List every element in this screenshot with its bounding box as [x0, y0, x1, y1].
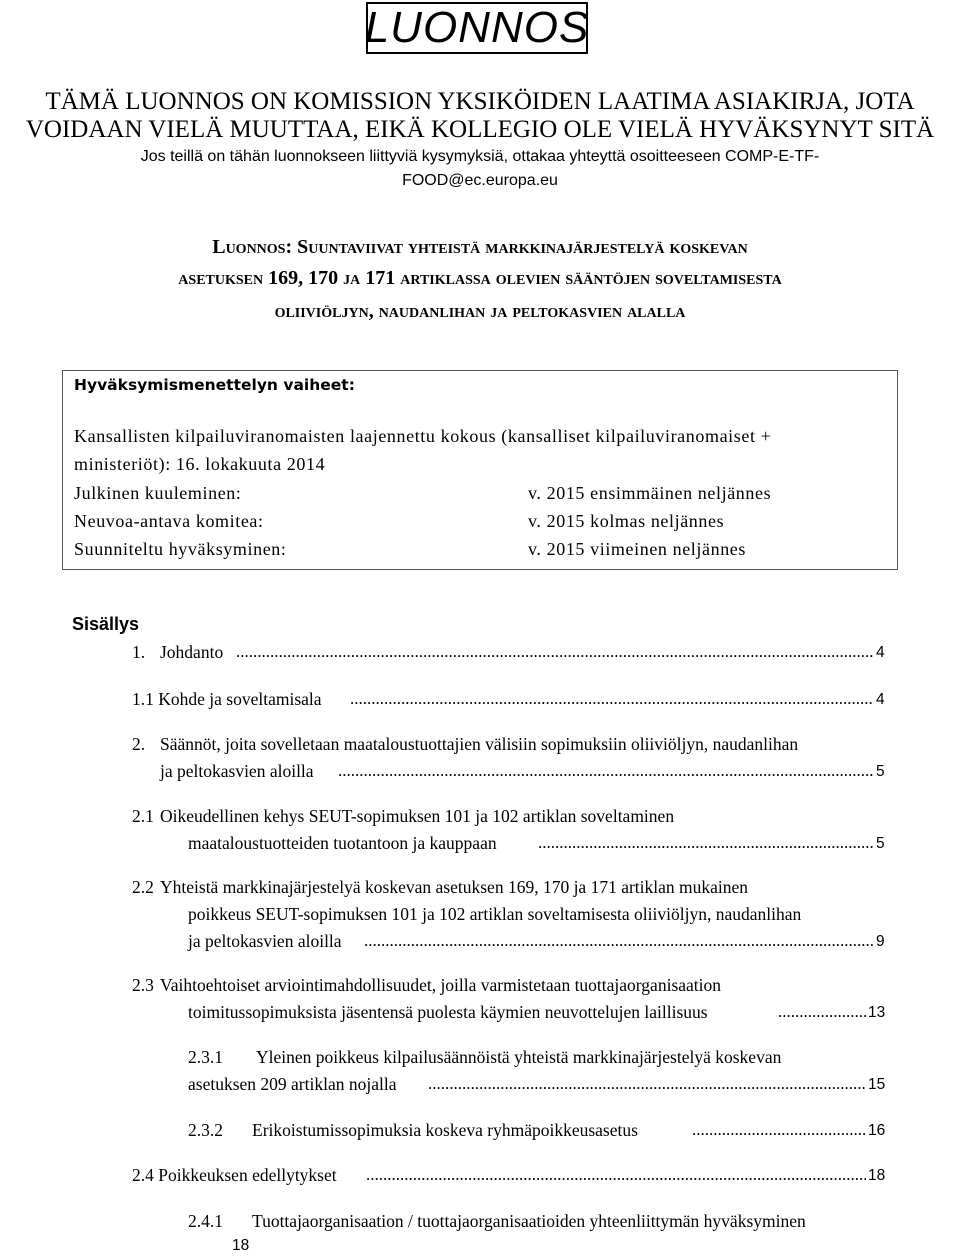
warning-line-1: TÄMÄ LUONNOS ON KOMISSION YKSIKÖIDEN LAATIMA ASIAKIRJA, JOTA — [45, 88, 915, 115]
procedure-heading: Hyväksymismenettelyn vaiheet: — [74, 376, 355, 394]
procedure-row-label: Julkinen kuuleminen: — [74, 483, 242, 503]
toc-entry-number: 2.3 — [132, 975, 154, 995]
toc-page-number: 5 — [876, 763, 885, 780]
toc-entry-number: 1. — [132, 642, 146, 662]
toc-entry-specialisation[interactable]: Erikoistumissopimuksia koskeva ryhmäpoikkeusasetus — [252, 1120, 638, 1140]
procedure-row-value: v. 2015 kolmas neljännes — [528, 511, 725, 531]
contact-line-2: FOOD@ec.europa.eu — [402, 172, 558, 189]
toc-page-number: 15 — [868, 1076, 886, 1093]
procedure-row-value: v. 2015 viimeinen neljännes — [528, 539, 746, 559]
document-title-line-3: oliiviöljyn, naudanlihan ja peltokasvien alalla — [274, 300, 686, 322]
toc-leader — [236, 642, 874, 662]
toc-page-number: 18 — [232, 1237, 250, 1254]
toc-entry-general-exemption[interactable]: Yleinen poikkeus kilpailusäännöistä yhteistä markkinajärjestelyä koskevan — [256, 1047, 782, 1067]
draft-stamp: LUONNOS — [364, 3, 590, 52]
toc-entry-alternatives-cont[interactable]: toimitussopimuksista jäsentensä puolesta käymien neuvottelujen laillisuus — [188, 1002, 708, 1022]
toc-entry-rules[interactable]: Säännöt, joita sovelletaan maataloustuottajien välisiin sopimuksiin oliiviöljyn, naudanlihan — [160, 734, 799, 754]
toc-leader — [366, 1165, 866, 1185]
toc-leader — [692, 1120, 866, 1140]
toc-entry-legal-framework-cont[interactable]: maataloustuotteiden tuotantoon ja kauppaan — [188, 833, 497, 853]
toc-page-number: 16 — [868, 1122, 886, 1139]
document-title-line-1: Luonnos: Suuntaviivat yhteistä markkinajärjestelyä koskevan — [212, 236, 748, 258]
procedure-row-value: v. 2015 ensimmäinen neljännes — [528, 483, 772, 503]
toc-entry-exemption-cont[interactable]: poikkeus SEUT-sopimuksen 101 ja 102 artiklan soveltamisesta oliiviöljyn, naudanlihan — [188, 904, 802, 924]
toc-entry-alternatives[interactable]: Vaihtoehtoiset arviointimahdollisuudet, joilla varmistetaan tuottajaorganisaation — [160, 975, 722, 995]
toc-page-number: 4 — [876, 691, 885, 708]
toc-entry-conditions[interactable]: 2.4 Poikkeuksen edellytykset — [132, 1165, 337, 1185]
toc-entry-exemption-cont[interactable]: ja peltokasvien aloilla — [188, 931, 342, 951]
toc-entry-number: 2.4.1 — [188, 1211, 223, 1231]
toc-page-number: 18 — [868, 1167, 886, 1184]
toc-entry-rules-cont[interactable]: ja peltokasvien aloilla — [160, 761, 314, 781]
toc-entry-intro[interactable]: Johdanto — [160, 642, 224, 662]
toc-page-number: 9 — [876, 933, 885, 950]
document-title-line-2: asetuksen 169, 170 ja 171 artiklassa olevien sääntöjen soveltamisesta — [178, 267, 782, 289]
toc-page-number: 4 — [876, 644, 885, 661]
toc-entry-number: 2.3.1 — [188, 1047, 223, 1067]
toc-entry-recognition[interactable]: Tuottajaorganisaation / tuottajaorganisaatioiden yhteenliittymän hyväksyminen — [252, 1211, 806, 1231]
contact-line-1: Jos teillä on tähän luonnokseen liittyviä kysymyksiä, ottakaa yhteyttä osoitteeseen COMP-E-TF- — [140, 148, 820, 165]
procedure-meeting-line-1: Kansallisten kilpailuviranomaisten laajennettu kokous (kansalliset kilpailuviranomaiset + — [74, 426, 772, 446]
toc-leader — [364, 931, 874, 951]
toc-leader — [538, 833, 874, 853]
toc-entry-number: 2.1 — [132, 806, 154, 826]
toc-entry-number: 2. — [132, 734, 146, 754]
procedure-row-label: Suunniteltu hyväksyminen: — [74, 539, 287, 559]
warning-line-2: VOIDAAN VIELÄ MUUTTAA, EIKÄ KOLLEGIO OLE VIELÄ HYVÄKSYNYT SITÄ — [25, 116, 935, 143]
toc-heading: Sisällys — [72, 614, 140, 634]
toc-entry-number: 2.3.2 — [188, 1120, 223, 1140]
toc-leader — [778, 1002, 866, 1022]
toc-leader — [428, 1074, 866, 1094]
toc-entry-scope[interactable]: 1.1 Kohde ja soveltamisala — [132, 689, 322, 709]
toc-leader — [338, 761, 874, 781]
toc-entry-general-exemption-cont[interactable]: asetuksen 209 artiklan nojalla — [188, 1074, 397, 1094]
procedure-meeting-line-2: ministeriöt): 16. lokakuuta 2014 — [74, 454, 326, 474]
toc-leader — [350, 689, 874, 709]
toc-entry-number: 2.2 — [132, 877, 154, 897]
toc-page-number: 13 — [868, 1004, 886, 1021]
toc-page-number: 5 — [876, 835, 885, 852]
toc-entry-exemption[interactable]: Yhteistä markkinajärjestelyä koskevan asetuksen 169, 170 ja 171 artiklan mukainen — [160, 877, 749, 897]
toc-entry-legal-framework[interactable]: Oikeudellinen kehys SEUT-sopimuksen 101 ja 102 artiklan soveltaminen — [160, 806, 675, 826]
procedure-row-label: Neuvoa-antava komitea: — [74, 511, 264, 531]
